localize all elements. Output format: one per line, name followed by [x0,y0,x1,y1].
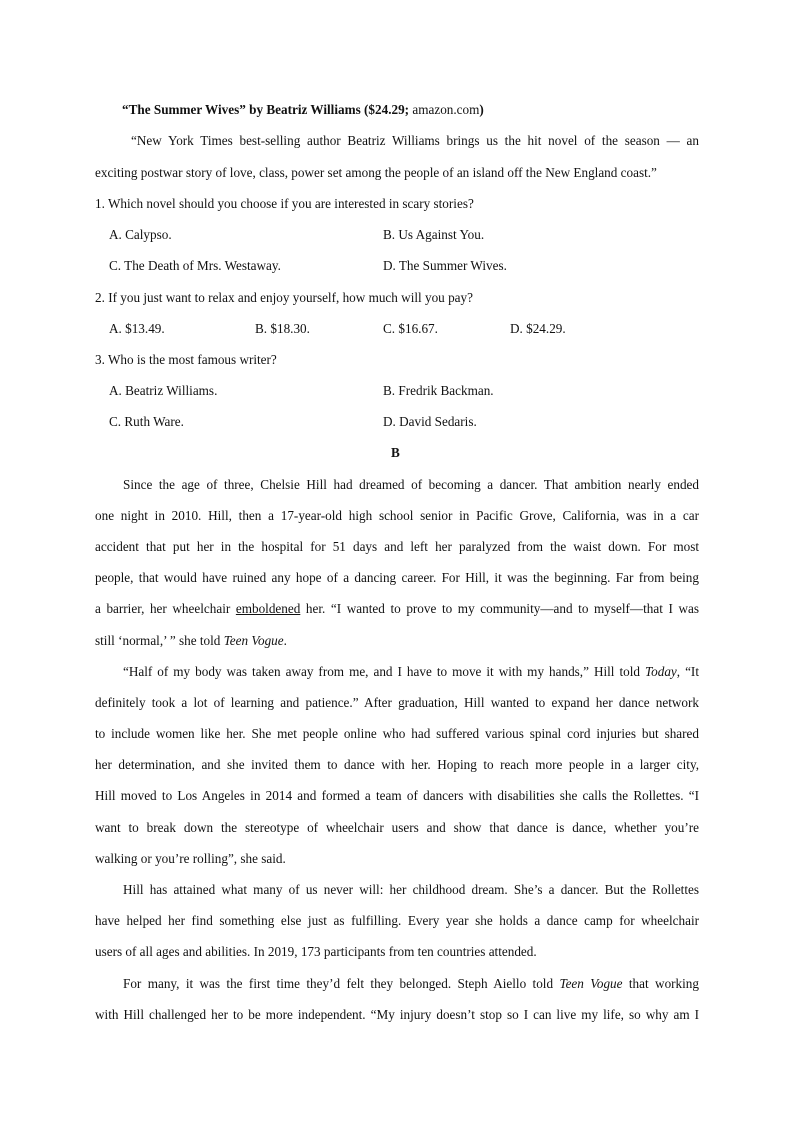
p3-line-1: Hill has attained what many of us never will: her childhood dream. She’s a dancer. But the Rollettes [123,882,699,897]
review-line-2: exciting postwar story of love, class, power set among the people of an island off the New England coast.” [95,165,657,180]
p4-line-1-end: that working [622,976,699,991]
book-title-text: “The Summer Wives” by Beatriz Williams ($24.29; [122,102,410,117]
underlined-word-emboldened: emboldened [235,601,301,616]
p1-line-6-start: still ‘normal,’ ” she told [95,633,224,648]
question-1-option-c: C. The Death of Mrs. Westaway. [109,258,281,273]
p1-line-5-end: her. “I wanted to prove to my community—and to myself—that I was [300,601,699,616]
question-3-stem: 3. Who is the most famous writer? [95,352,277,367]
p3-line-2: have helped her find something else just as fulfilling. Every year she holds a dance camp for wheelchair [95,913,699,928]
book-site: amazon.com [409,102,480,117]
question-3-option-a: A. Beatriz Williams. [109,383,218,398]
show-name-today: Today [645,664,677,679]
book-title [122,101,484,119]
p2-line-6: want to break down the stereotype of wheelchair users and show that dance is dance, whether you’re [95,820,699,835]
magazine-name-teen-vogue-2: Teen Vogue [559,976,623,991]
question-1-option-b: B. Us Against You. [383,227,485,242]
section-b-heading: B [391,445,400,460]
book-title-close: ) [479,102,484,117]
question-2-option-a: A. $13.49. [109,321,165,336]
p2-line-2: definitely took a lot of learning and patience.” After graduation, Hill wanted to expand her dance network [95,695,699,710]
question-3-option-b: B. Fredrik Backman. [383,383,494,398]
p3-line-3: users of all ages and abilities. In 2019, 173 participants from ten countries attended. [95,944,537,959]
question-3-option-d: D. David Sedaris. [383,414,477,429]
review-line-1: “New York Times best-selling author Beatriz Williams brings us the hit novel of the season — an [131,133,699,148]
p2-line-1 [123,663,699,681]
question-1-option-d: D. The Summer Wives. [383,258,507,273]
p2-line-7: walking or you’re rolling”, she said. [95,851,286,866]
p1-line-5 [95,600,699,618]
p2-line-3: to include women like her. She met people online who had suffered various spinal cord injuries but shared [95,726,699,741]
question-2-option-c: C. $16.67. [383,321,438,336]
question-2-option-b: B. $18.30. [255,321,310,336]
p4-line-1-start: For many, it was the first time they’d felt they belonged. Steph Aiello told [123,976,560,991]
p1-line-3: accident that put her in the hospital for 51 days and left her paralyzed from the waist down. For most [95,539,699,554]
question-1-option-a: A. Calypso. [109,227,172,242]
p4-line-1 [123,975,699,993]
magazine-name-teen-vogue: Teen Vogue [223,633,284,648]
question-1-stem: 1. Which novel should you choose if you are interested in scary stories? [95,196,474,211]
question-3-option-c: C. Ruth Ware. [109,414,184,429]
p1-line-4: people, that would have ruined any hope of a dancing career. For Hill, it was the beginning. Far from being [95,570,699,585]
p1-line-2: one night in 2010. Hill, then a 17-year-old high school senior in Pacific Grove, California, was in a car [95,508,699,523]
p4-line-2: with Hill challenged her to be more independent. “My injury doesn’t stop so I can live my life, so why am I [95,1007,699,1022]
p1-line-6-end: . [283,633,287,648]
p2-line-1-end: , “It [676,664,699,679]
p1-line-5-start: a barrier, her wheelchair [95,601,236,616]
p1-line-6 [95,632,287,650]
p1-line-1: Since the age of three, Chelsie Hill had dreamed of becoming a dancer. That ambition nearly ended [123,477,699,492]
p2-line-1-start: “Half of my body was taken away from me, and I have to move it with my hands,” Hill told [123,664,646,679]
p2-line-4: her determination, and she invited them to dance with her. Hoping to reach more people in a larger city, [95,757,699,772]
question-2-stem: 2. If you just want to relax and enjoy yourself, how much will you pay? [95,290,473,305]
question-2-option-d: D. $24.29. [510,321,566,336]
p2-line-5: Hill moved to Los Angeles in 2014 and formed a team of dancers with disabilities she calls the Rollettes. “I [95,788,699,803]
